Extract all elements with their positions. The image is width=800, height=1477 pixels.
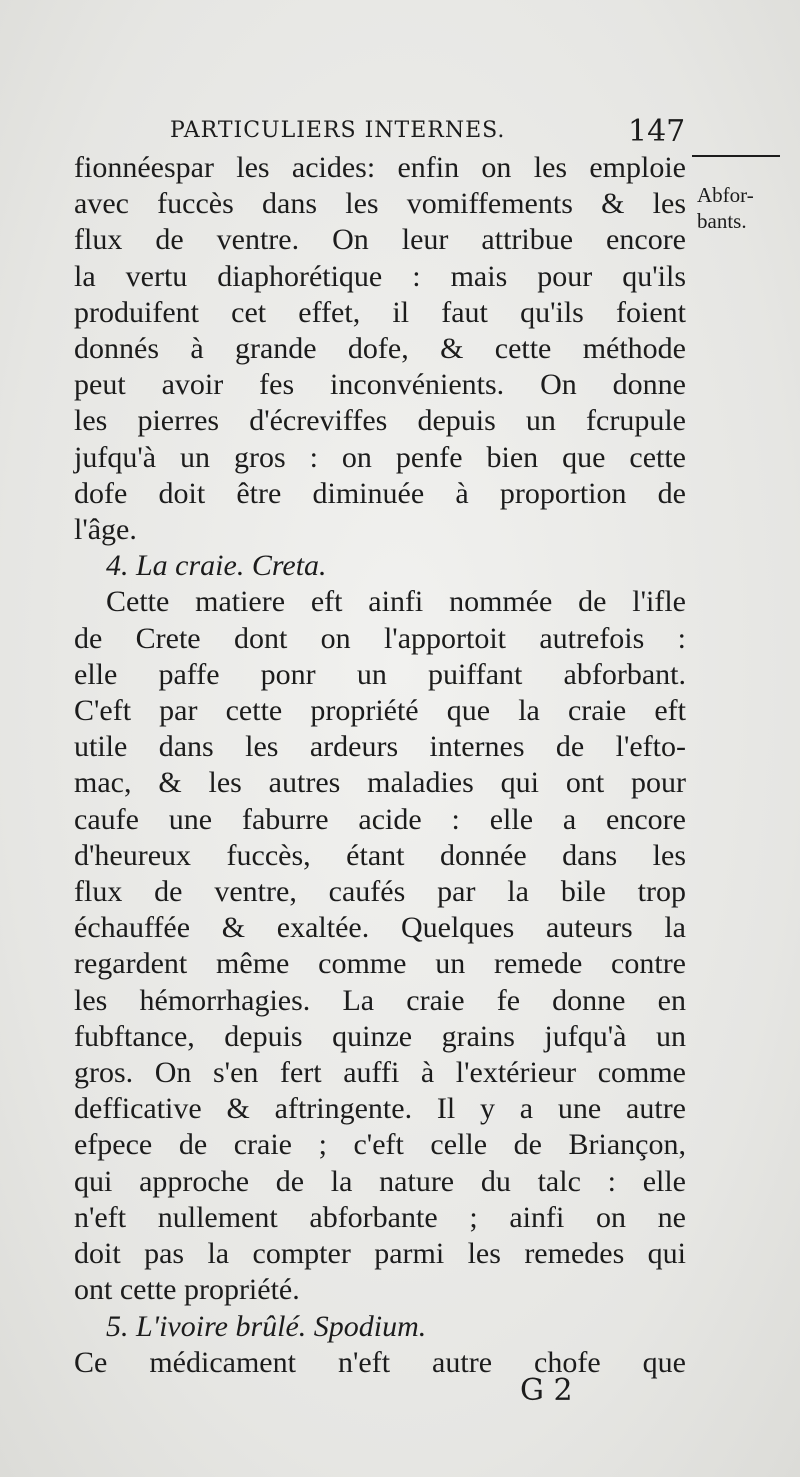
text-line: Ce médicament n'eft autre chofe que xyxy=(74,1345,686,1379)
text-line: ont cette propriété. xyxy=(74,1273,300,1307)
text-line: dofe doit être diminuée à proportion de xyxy=(74,476,686,510)
text-line: flux de ventre. On leur attribue encore xyxy=(74,223,686,257)
text-line: la vertu diaphorétique : mais pour qu'ils xyxy=(74,259,686,293)
text-line: jufqu'à un gros : on penfe bien que cette xyxy=(74,440,686,474)
text-line: peut avoir fes inconvénients. On donne xyxy=(74,368,686,402)
text-line: regardent même comme un remede contre xyxy=(74,947,686,981)
text-line: échauffée & exaltée. Quelques auteurs la xyxy=(74,911,686,945)
text-line: donnés à grande dofe, & cette méthode xyxy=(74,332,686,366)
text-line: doit pas la compter parmi les remedes qui xyxy=(74,1237,686,1271)
text-line: de Crete dont on l'apportoit autrefois : xyxy=(74,621,686,655)
text-line: elle paffe ponr un puiffant abforbant. xyxy=(74,657,686,691)
text-line: defficative & aftringente. Il y a une autre xyxy=(74,1092,686,1126)
section-heading: 4. La craie. Creta. xyxy=(106,549,327,583)
text-line: C'eft par cette propriété que la craie eft xyxy=(74,694,686,728)
text-line: flux de ventre, caufés par la bile trop xyxy=(74,875,686,909)
text-line: Cette matiere eft ainfi nommée de l'ifle xyxy=(106,585,686,619)
margin-note-line: bants. xyxy=(697,209,747,233)
text-line: qui approche de la nature du talc : elle xyxy=(74,1164,686,1198)
page-number: 147 xyxy=(628,114,686,149)
text-line: l'âge. xyxy=(74,513,137,547)
margin-note xyxy=(697,182,797,234)
text-line: gros. On s'en fert auffi à l'extérieur comme xyxy=(74,1056,686,1090)
text-line: efpece de craie ; c'eft celle de Briançon, xyxy=(74,1128,686,1162)
text-line: les pierres d'écreviffes depuis un fcrupule xyxy=(74,404,686,438)
body-text xyxy=(74,150,686,1381)
margin-rule xyxy=(692,155,780,157)
margin-note-line: Abfor- xyxy=(697,183,754,207)
text-line: utile dans les ardeurs internes de l'efto- xyxy=(74,730,686,764)
text-line: d'heureux fuccès, étant donnée dans les xyxy=(74,838,686,872)
text-line: produifent cet effet, il faut qu'ils foient xyxy=(74,295,686,329)
text-line: avec fuccès dans les vomiffements & les xyxy=(74,187,686,221)
text-line: caufe une faburre acide : elle a encore xyxy=(74,802,686,836)
signature-mark: G 2 xyxy=(520,1373,573,1408)
text-line: mac, & les autres maladies qui ont pour xyxy=(74,766,686,800)
section-heading: 5. L'ivoire brûlé. Spodium. xyxy=(106,1309,427,1343)
text-line: fionnéespar les acides: enfin on les emploie xyxy=(74,151,686,184)
running-head: PARTICULIERS INTERNES. xyxy=(170,118,506,143)
text-line: n'eft nullement abforbante ; ainfi on ne xyxy=(74,1200,686,1234)
text-line: fubftance, depuis quinze grains jufqu'à un xyxy=(74,1019,686,1053)
text-line: les hémorrhagies. La craie fe donne en xyxy=(74,983,686,1017)
